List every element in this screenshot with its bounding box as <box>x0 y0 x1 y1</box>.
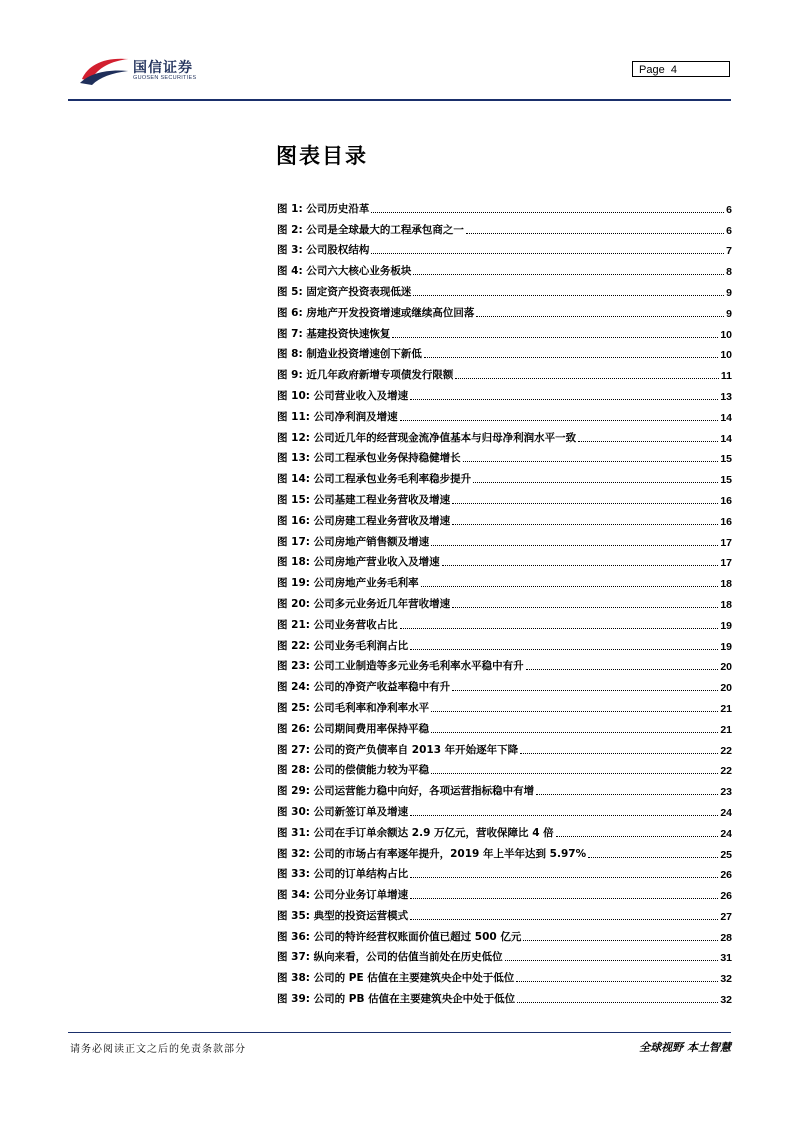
toc-figure-title: 典型的投资运营模式 <box>313 909 409 922</box>
toc-entry[interactable] <box>277 382 732 403</box>
toc-entry[interactable] <box>277 632 732 653</box>
toc-figure-title: 公司房建工程业务营收及增速 <box>313 514 451 527</box>
toc-figure-title: 房地产开发投资增速或继续高位回落 <box>306 306 475 319</box>
toc-page-number: 27 <box>720 910 732 923</box>
toc-figure-label: 图 36: <box>277 930 310 943</box>
toc-dot-leader <box>516 981 718 982</box>
toc-figure-label: 图 19: <box>277 577 310 590</box>
toc-figure-label: 图 24: <box>277 681 310 694</box>
toc-page-number: 15 <box>720 453 732 466</box>
toc-page-number: 20 <box>720 682 732 695</box>
toc-page-number: 32 <box>720 994 732 1007</box>
toc-figure-title: 纵向来看，公司的估值当前处在历史低位 <box>313 951 503 964</box>
toc-figure-title: 基建投资快速恢复 <box>306 327 391 340</box>
toc-dot-leader <box>476 316 724 317</box>
toc-page-number: 14 <box>720 432 732 445</box>
toc-entry[interactable] <box>277 216 732 237</box>
toc-figure-label: 图 14: <box>277 473 310 486</box>
toc-dot-leader <box>505 960 719 961</box>
toc-entry[interactable] <box>277 507 732 528</box>
toc-figure-label: 图 28: <box>277 764 310 777</box>
toc-figure-title: 公司房地产销售额及增速 <box>313 535 430 548</box>
toc-dot-leader <box>431 711 718 712</box>
toc-figure-title: 公司是全球最大的工程承包商之一 <box>306 223 464 236</box>
toc-figure-title: 公司股权结构 <box>306 244 370 257</box>
toc-dot-leader <box>442 565 719 566</box>
toc-page-number: 10 <box>720 328 732 341</box>
toc-figure-title: 公司历史沿革 <box>306 202 370 215</box>
toc-figure-title: 公司期间费用率保持平稳 <box>313 722 430 735</box>
toc-page-number: 28 <box>720 931 732 944</box>
toc-figure-label: 图 26: <box>277 722 310 735</box>
toc-figure-title: 公司工业制造等多元业务毛利率水平稳中有升 <box>313 660 524 673</box>
toc-entry[interactable] <box>277 881 732 902</box>
toc-page-number: 31 <box>720 952 732 965</box>
toc-entry[interactable] <box>277 985 732 1006</box>
logo-chinese-name: 国信证券 <box>133 60 193 76</box>
toc-figure-label: 图 33: <box>277 868 310 881</box>
toc-entry[interactable] <box>277 341 732 362</box>
page-indicator <box>632 61 730 77</box>
toc-dot-leader <box>520 753 718 754</box>
toc-figure-label: 图 12: <box>277 431 310 444</box>
toc-dot-leader <box>421 586 719 587</box>
toc-page-number: 22 <box>720 744 732 757</box>
toc-dot-leader <box>517 1002 718 1003</box>
toc-page-number: 14 <box>720 411 732 424</box>
toc-page-number: 18 <box>720 578 732 591</box>
toc-figure-label: 图 1: <box>277 202 303 215</box>
toc-dot-leader <box>371 212 724 213</box>
toc-dot-leader <box>431 773 718 774</box>
figure-index-list <box>277 195 732 1006</box>
toc-dot-leader <box>392 337 718 338</box>
logo-english-name: GUOSEN SECURITIES <box>133 75 197 81</box>
toc-entry[interactable] <box>277 403 732 424</box>
toc-entry[interactable] <box>277 237 732 258</box>
header-divider <box>68 99 731 101</box>
toc-figure-title: 公司的 PB 估值在主要建筑央企中处于低位 <box>313 993 516 1006</box>
toc-entry[interactable] <box>277 320 732 341</box>
toc-figure-title: 公司营业收入及增速 <box>313 389 409 402</box>
toc-dot-leader <box>578 441 718 442</box>
toc-figure-title: 公司多元业务近几年营收增速 <box>313 597 451 610</box>
toc-figure-title: 公司近几年的经营现金流净值基本与归母净利润水平一致 <box>313 431 577 444</box>
toc-page-number: 16 <box>720 494 732 507</box>
toc-entry[interactable] <box>277 569 732 590</box>
toc-entry[interactable] <box>277 486 732 507</box>
toc-dot-leader <box>455 378 719 379</box>
toc-page-number: 24 <box>720 806 732 819</box>
toc-entry[interactable] <box>277 757 732 778</box>
toc-dot-leader <box>556 836 719 837</box>
toc-entry[interactable] <box>277 424 732 445</box>
toc-figure-title: 公司新签订单及增速 <box>313 805 409 818</box>
toc-dot-leader <box>400 420 719 421</box>
toc-figure-label: 图 39: <box>277 993 310 1006</box>
toc-figure-title: 固定资产投资表现低迷 <box>306 285 412 298</box>
toc-entry[interactable] <box>277 944 732 965</box>
toc-figure-label: 图 4: <box>277 265 303 278</box>
toc-figure-label: 图 18: <box>277 556 310 569</box>
toc-dot-leader <box>413 295 724 296</box>
toc-figure-title: 公司的净资产收益率稳中有升 <box>313 681 451 694</box>
toc-dot-leader <box>452 690 718 691</box>
toc-figure-title: 公司的特许经营权账面价值已超过 500 亿元 <box>313 930 522 943</box>
toc-page-number: 16 <box>720 515 732 528</box>
toc-entry[interactable] <box>277 465 732 486</box>
toc-figure-title: 公司在手订单余额达 2.9 万亿元，营收保障比 4 倍 <box>313 826 554 839</box>
toc-entry[interactable] <box>277 278 732 299</box>
toc-dot-leader <box>588 857 718 858</box>
toc-page-number: 6 <box>726 203 732 216</box>
toc-figure-label: 图 31: <box>277 826 310 839</box>
toc-figure-label: 图 29: <box>277 785 310 798</box>
toc-entry[interactable] <box>277 299 732 320</box>
toc-page-number: 25 <box>720 848 732 861</box>
toc-dot-leader <box>371 253 724 254</box>
toc-figure-title: 公司的偿债能力较为平稳 <box>313 764 430 777</box>
toc-figure-title: 公司的 PE 估值在主要建筑央企中处于低位 <box>313 972 515 985</box>
toc-entry[interactable] <box>277 777 732 798</box>
toc-dot-leader <box>413 274 724 275</box>
toc-figure-label: 图 16: <box>277 514 310 527</box>
toc-figure-label: 图 15: <box>277 493 310 506</box>
toc-dot-leader <box>523 940 718 941</box>
toc-figure-label: 图 20: <box>277 597 310 610</box>
toc-entry[interactable] <box>277 902 732 923</box>
toc-entry[interactable] <box>277 819 732 840</box>
toc-entry[interactable] <box>277 195 732 216</box>
toc-page-number: 9 <box>726 286 732 299</box>
guosen-logo-icon <box>78 53 130 87</box>
toc-figure-label: 图 5: <box>277 285 303 298</box>
toc-page-number: 21 <box>720 723 732 736</box>
toc-page-number: 24 <box>720 827 732 840</box>
toc-dot-leader <box>452 607 718 608</box>
toc-figure-label: 图 3: <box>277 244 303 257</box>
toc-dot-leader <box>400 628 719 629</box>
toc-entry[interactable] <box>277 528 732 549</box>
toc-entry[interactable] <box>277 257 732 278</box>
toc-figure-title: 近几年政府新增专项债发行限额 <box>306 369 454 382</box>
toc-page-number: 10 <box>720 349 732 362</box>
toc-figure-label: 图 21: <box>277 618 310 631</box>
toc-dot-leader <box>424 357 718 358</box>
toc-dot-leader <box>410 898 718 899</box>
toc-page-number: 19 <box>720 640 732 653</box>
toc-entry[interactable] <box>277 653 732 674</box>
toc-figure-label: 图 17: <box>277 535 310 548</box>
toc-figure-title: 公司净利润及增速 <box>313 410 398 423</box>
toc-figure-label: 图 6: <box>277 306 303 319</box>
toc-entry[interactable] <box>277 445 732 466</box>
toc-figure-title: 公司业务营收占比 <box>313 618 398 631</box>
toc-figure-label: 图 38: <box>277 972 310 985</box>
toc-dot-leader <box>410 877 718 878</box>
toc-figure-title: 公司房地产业务毛利率 <box>313 577 419 590</box>
toc-page-number: 17 <box>720 557 732 570</box>
footer-slogan: 全球视野 本土智慧 <box>639 1041 731 1054</box>
toc-dot-leader <box>431 545 718 546</box>
toc-entry[interactable] <box>277 673 732 694</box>
toc-figure-title: 公司的资产负债率自 2013 年开始逐年下降 <box>313 743 519 756</box>
toc-figure-label: 图 9: <box>277 369 303 382</box>
toc-figure-title: 公司的订单结构占比 <box>313 868 409 881</box>
toc-entry[interactable] <box>277 840 732 861</box>
toc-entry[interactable] <box>277 694 732 715</box>
toc-page-number: 11 <box>720 370 732 383</box>
toc-entry[interactable] <box>277 964 732 985</box>
toc-figure-title: 公司工程承包业务毛利率稳步提升 <box>313 473 472 486</box>
toc-entry[interactable] <box>277 590 732 611</box>
toc-dot-leader <box>410 919 718 920</box>
toc-entry[interactable] <box>277 923 732 944</box>
toc-figure-title: 公司工程承包业务保持稳健增长 <box>313 452 461 465</box>
footer-disclaimer: 请务必阅读正文之后的免责条款部分 <box>70 1044 246 1055</box>
toc-figure-label: 图 8: <box>277 348 303 361</box>
toc-page-number: 13 <box>720 390 732 403</box>
toc-figure-label: 图 13: <box>277 452 310 465</box>
page-number: 4 <box>670 64 677 76</box>
toc-entry[interactable] <box>277 861 732 882</box>
toc-dot-leader <box>452 503 718 504</box>
toc-entry[interactable] <box>277 361 732 382</box>
toc-figure-title: 制造业投资增速创下新低 <box>306 348 422 361</box>
toc-page-number: 21 <box>720 702 732 715</box>
toc-page-number: 23 <box>720 786 732 799</box>
toc-figure-label: 图 22: <box>277 639 310 652</box>
toc-figure-title: 公司运营能力稳中向好，各项运营指标稳中有增 <box>313 785 535 798</box>
toc-figure-label: 图 11: <box>277 410 310 423</box>
page-label: Page <box>639 64 665 76</box>
toc-dot-leader <box>536 794 718 795</box>
toc-page-number: 17 <box>720 536 732 549</box>
toc-dot-leader <box>410 815 718 816</box>
toc-figure-label: 图 2: <box>277 223 303 236</box>
toc-page-number: 7 <box>726 245 732 258</box>
toc-figure-label: 图 37: <box>277 951 310 964</box>
toc-page-number: 8 <box>726 266 732 279</box>
toc-page-number: 9 <box>726 307 732 320</box>
toc-figure-title: 公司分业务订单增速 <box>313 889 409 902</box>
toc-figure-title: 公司业务毛利润占比 <box>313 639 409 652</box>
toc-figure-title: 公司房地产营业收入及增速 <box>313 556 440 569</box>
toc-page-number: 6 <box>726 224 732 237</box>
toc-dot-leader <box>431 732 718 733</box>
toc-dot-leader <box>463 461 719 462</box>
toc-figure-title: 公司六大核心业务板块 <box>306 265 412 278</box>
toc-figure-label: 图 25: <box>277 701 310 714</box>
toc-dot-leader <box>410 399 718 400</box>
toc-dot-leader <box>452 524 718 525</box>
page-title: 图表目录 <box>276 144 368 168</box>
footer-divider <box>68 1032 731 1033</box>
toc-figure-label: 图 35: <box>277 909 310 922</box>
toc-entry[interactable] <box>277 549 732 570</box>
toc-page-number: 18 <box>720 598 732 611</box>
toc-dot-leader <box>410 649 718 650</box>
toc-page-number: 26 <box>720 890 732 903</box>
toc-page-number: 19 <box>720 619 732 632</box>
toc-page-number: 26 <box>720 869 732 882</box>
toc-figure-label: 图 27: <box>277 743 310 756</box>
toc-page-number: 32 <box>720 973 732 986</box>
toc-figure-label: 图 34: <box>277 889 310 902</box>
toc-entry[interactable] <box>277 715 732 736</box>
toc-figure-label: 图 7: <box>277 327 303 340</box>
toc-figure-label: 图 10: <box>277 389 310 402</box>
toc-figure-title: 公司毛利率和净利率水平 <box>313 701 430 714</box>
toc-figure-title: 公司的市场占有率逐年提升，2019 年上半年达到 5.97% <box>313 847 587 860</box>
toc-page-number: 22 <box>720 765 732 778</box>
toc-page-number: 20 <box>720 661 732 674</box>
toc-figure-label: 图 32: <box>277 847 310 860</box>
company-logo <box>78 53 228 89</box>
toc-entry[interactable] <box>277 611 732 632</box>
toc-figure-title: 公司基建工程业务营收及增速 <box>313 493 451 506</box>
toc-figure-label: 图 30: <box>277 805 310 818</box>
toc-dot-leader <box>466 233 724 234</box>
toc-dot-leader <box>526 669 719 670</box>
toc-figure-label: 图 23: <box>277 660 310 673</box>
toc-dot-leader <box>473 482 718 483</box>
toc-entry[interactable] <box>277 798 732 819</box>
toc-page-number: 15 <box>720 474 732 487</box>
toc-entry[interactable] <box>277 736 732 757</box>
